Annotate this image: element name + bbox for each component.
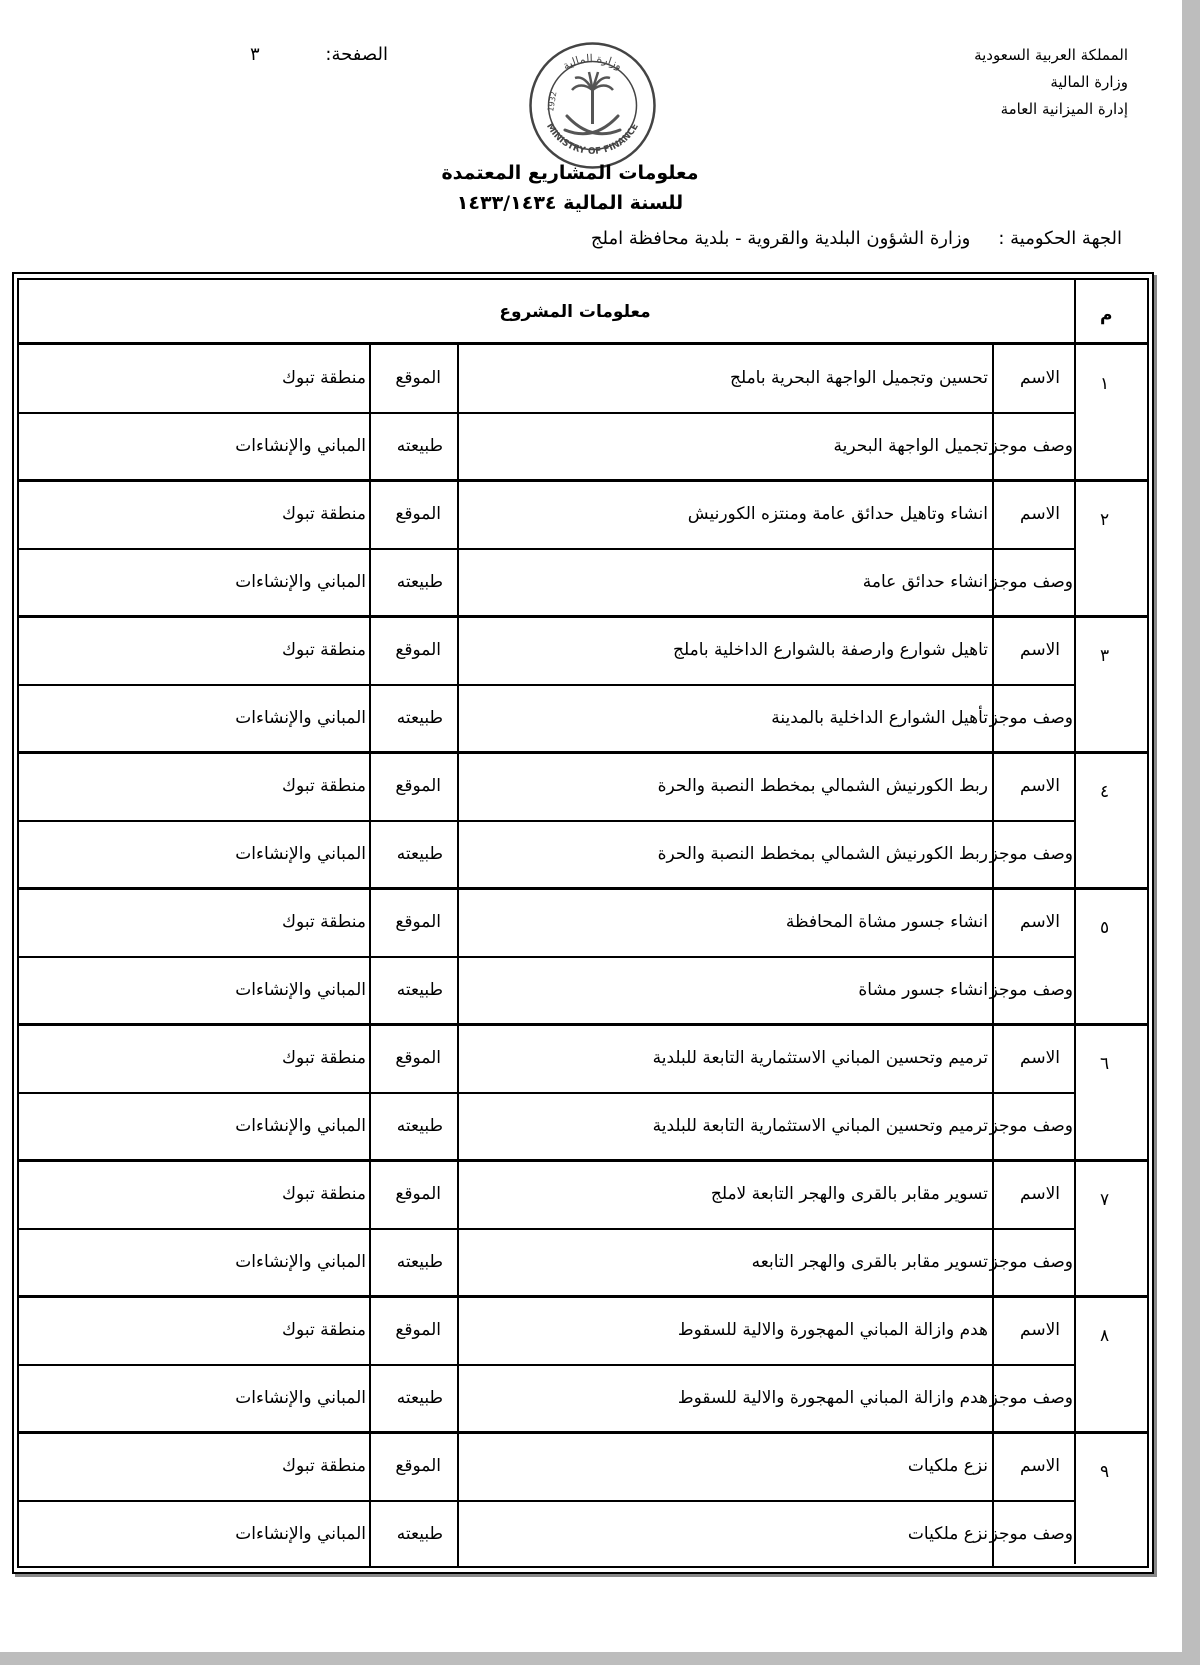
sub-row-separator bbox=[17, 820, 1074, 822]
project-name: تحسين وتجميل الواجهة البحرية باملج bbox=[729, 368, 988, 388]
project-description: تسوير مقابر بالقرى والهجر التابعه bbox=[751, 1252, 988, 1272]
document-subtitle: للسنة المالية ١٤٣٣/١٤٣٤ bbox=[456, 192, 684, 214]
label-name: الاسم bbox=[1020, 776, 1060, 796]
project-type: المباني والإنشاءات bbox=[235, 844, 366, 864]
label-description: وصف موجز bbox=[989, 436, 1073, 456]
project-name: تسوير مقابر بالقرى والهجر التابعة لاملج bbox=[710, 1184, 988, 1204]
row-index: ٥ bbox=[1100, 918, 1110, 938]
label-description: وصف موجز bbox=[989, 1524, 1073, 1544]
row-index: ٦ bbox=[1100, 1054, 1110, 1074]
name-column-divider bbox=[457, 1024, 459, 1160]
name-column-divider bbox=[457, 1296, 459, 1432]
location-label-divider bbox=[369, 1296, 371, 1432]
project-description: تأهيل الشوارع الداخلية بالمدينة bbox=[771, 708, 988, 728]
label-type: طبيعته bbox=[396, 844, 443, 864]
label-location: الموقع bbox=[395, 1184, 441, 1204]
index-column-divider bbox=[1074, 278, 1076, 1564]
project-description: نزع ملكيات bbox=[907, 1524, 988, 1544]
seal-year: 1932 bbox=[546, 90, 559, 113]
label-column-divider bbox=[992, 888, 994, 1024]
page-edge-bottom bbox=[0, 1652, 1200, 1665]
project-description: تجميل الواجهة البحرية bbox=[833, 436, 988, 456]
location-label-divider bbox=[369, 616, 371, 752]
page-number-block bbox=[250, 44, 388, 65]
label-location: الموقع bbox=[395, 1048, 441, 1068]
column-header-project-info: معلومات المشروع bbox=[499, 302, 651, 322]
label-location: الموقع bbox=[395, 504, 441, 524]
label-column-divider bbox=[992, 1160, 994, 1296]
project-type: المباني والإنشاءات bbox=[235, 1252, 366, 1272]
row-separator bbox=[17, 887, 1147, 890]
location-label-divider bbox=[369, 752, 371, 888]
name-column-divider bbox=[457, 344, 459, 480]
row-index: ٢ bbox=[1100, 510, 1110, 530]
project-type: المباني والإنشاءات bbox=[235, 980, 366, 1000]
project-name: انشاء جسور مشاة المحافظة bbox=[785, 912, 988, 932]
label-description: وصف موجز bbox=[989, 708, 1073, 728]
sub-row-separator bbox=[17, 956, 1074, 958]
project-location: منطقة تبوك bbox=[282, 504, 366, 524]
project-location: منطقة تبوك bbox=[282, 1320, 366, 1340]
project-location: منطقة تبوك bbox=[282, 1048, 366, 1068]
label-name: الاسم bbox=[1020, 504, 1060, 524]
project-location: منطقة تبوك bbox=[282, 776, 366, 796]
palm-tree-icon bbox=[572, 72, 613, 124]
name-column-divider bbox=[457, 1432, 459, 1568]
label-location: الموقع bbox=[395, 1320, 441, 1340]
ministry-line: المملكة العربية السعودية bbox=[974, 46, 1128, 64]
ministry-block bbox=[974, 42, 1128, 123]
sub-row-separator bbox=[17, 412, 1074, 414]
government-entity bbox=[591, 228, 1122, 249]
ministry-line: وزارة المالية bbox=[1050, 73, 1128, 91]
label-location: الموقع bbox=[395, 776, 441, 796]
label-column-divider bbox=[992, 1024, 994, 1160]
row-separator bbox=[17, 1295, 1147, 1298]
location-label-divider bbox=[369, 344, 371, 480]
label-column-divider bbox=[992, 616, 994, 752]
project-location: منطقة تبوك bbox=[282, 640, 366, 660]
project-name: ربط الكورنيش الشمالي بمخطط النصبة والحرة bbox=[657, 776, 988, 796]
project-description: ترميم وتحسين المباني الاستثمارية التابعة للبلدية bbox=[652, 1116, 988, 1136]
label-name: الاسم bbox=[1020, 1184, 1060, 1204]
sub-row-separator bbox=[17, 1500, 1074, 1502]
label-column-divider bbox=[992, 752, 994, 888]
name-column-divider bbox=[457, 752, 459, 888]
project-name: تاهيل شوارع وارصفة بالشوارع الداخلية باملج bbox=[673, 640, 988, 660]
label-description: وصف موجز bbox=[989, 1252, 1073, 1272]
project-description: ربط الكورنيش الشمالي بمخطط النصبة والحرة bbox=[657, 844, 988, 864]
page-number: ٣ bbox=[250, 44, 260, 65]
ministry-seal-logo bbox=[525, 38, 660, 173]
label-description: وصف موجز bbox=[989, 572, 1073, 592]
label-location: الموقع bbox=[395, 912, 441, 932]
label-location: الموقع bbox=[395, 1456, 441, 1476]
project-description: انشاء حدائق عامة bbox=[862, 572, 988, 592]
label-type: طبيعته bbox=[396, 572, 443, 592]
svg-text:MINISTRY OF FINANCE bbox=[544, 122, 641, 157]
label-name: الاسم bbox=[1020, 1048, 1060, 1068]
sub-row-separator bbox=[17, 684, 1074, 686]
row-separator bbox=[17, 479, 1147, 482]
project-type: المباني والإنشاءات bbox=[235, 436, 366, 456]
project-location: منطقة تبوك bbox=[282, 1456, 366, 1476]
label-type: طبيعته bbox=[396, 1252, 443, 1272]
document-title-block bbox=[420, 158, 720, 218]
name-column-divider bbox=[457, 616, 459, 752]
name-column-divider bbox=[457, 1160, 459, 1296]
location-label-divider bbox=[369, 1432, 371, 1568]
page-edge-right bbox=[1182, 0, 1200, 1665]
label-name: الاسم bbox=[1020, 368, 1060, 388]
label-type: طبيعته bbox=[396, 980, 443, 1000]
ministry-line: إدارة الميزانية العامة bbox=[1000, 100, 1128, 118]
project-type: المباني والإنشاءات bbox=[235, 1116, 366, 1136]
sub-row-separator bbox=[17, 1092, 1074, 1094]
project-type: المباني والإنشاءات bbox=[235, 1524, 366, 1544]
entity-value: وزارة الشؤون البلدية والقروية - بلدية محافظة املج bbox=[590, 228, 971, 249]
sub-row-separator bbox=[17, 1228, 1074, 1230]
row-separator bbox=[17, 751, 1147, 754]
sub-row-separator bbox=[17, 548, 1074, 550]
label-name: الاسم bbox=[1020, 912, 1060, 932]
row-index: ٨ bbox=[1100, 1326, 1110, 1346]
project-location: منطقة تبوك bbox=[282, 912, 366, 932]
location-label-divider bbox=[369, 1160, 371, 1296]
seal-text-top: وزارة المالية bbox=[560, 52, 625, 73]
label-type: طبيعته bbox=[396, 708, 443, 728]
project-location: منطقة تبوك bbox=[282, 1184, 366, 1204]
label-column-divider bbox=[992, 480, 994, 616]
column-header-index: م bbox=[1100, 305, 1113, 325]
project-name: ترميم وتحسين المباني الاستثمارية التابعة للبلدية bbox=[652, 1048, 988, 1068]
label-name: الاسم bbox=[1020, 1320, 1060, 1340]
project-type: المباني والإنشاءات bbox=[235, 572, 366, 592]
project-name: انشاء وتاهيل حدائق عامة ومنتزه الكورنيش bbox=[687, 504, 988, 524]
project-description: هدم وازالة المباني المهجورة والالية للسقوط bbox=[677, 1388, 988, 1408]
label-name: الاسم bbox=[1020, 1456, 1060, 1476]
table-header-separator bbox=[17, 342, 1147, 345]
name-column-divider bbox=[457, 480, 459, 616]
label-description: وصف موجز bbox=[989, 1116, 1073, 1136]
svg-text:وزارة المالية bbox=[561, 52, 625, 72]
project-type: المباني والإنشاءات bbox=[235, 708, 366, 728]
project-name: نزع ملكيات bbox=[907, 1456, 988, 1476]
entity-label: الجهة الحكومية : bbox=[998, 228, 1122, 249]
label-type: طبيعته bbox=[396, 1388, 443, 1408]
row-index: ٤ bbox=[1100, 782, 1110, 802]
label-column-divider bbox=[992, 1432, 994, 1568]
label-location: الموقع bbox=[395, 368, 441, 388]
row-separator bbox=[17, 1431, 1147, 1434]
page-label: الصفحة: bbox=[325, 44, 388, 65]
row-separator bbox=[17, 615, 1147, 618]
label-column-divider bbox=[992, 1296, 994, 1432]
name-column-divider bbox=[457, 888, 459, 1024]
project-type: المباني والإنشاءات bbox=[235, 1388, 366, 1408]
label-description: وصف موجز bbox=[989, 980, 1073, 1000]
label-type: طبيعته bbox=[396, 1524, 443, 1544]
label-column-divider bbox=[992, 344, 994, 480]
project-description: انشاء جسور مشاة bbox=[858, 980, 988, 1000]
label-type: طبيعته bbox=[396, 436, 443, 456]
label-location: الموقع bbox=[395, 640, 441, 660]
sub-row-separator bbox=[17, 1364, 1074, 1366]
location-label-divider bbox=[369, 1024, 371, 1160]
location-label-divider bbox=[369, 888, 371, 1024]
location-label-divider bbox=[369, 480, 371, 616]
label-description: وصف موجز bbox=[989, 1388, 1073, 1408]
row-separator bbox=[17, 1159, 1147, 1162]
label-type: طبيعته bbox=[396, 1116, 443, 1136]
project-name: هدم وازالة المباني المهجورة والالية للسقوط bbox=[677, 1320, 988, 1340]
seal-text-bottom: MINISTRY OF FINANCE bbox=[544, 121, 641, 157]
label-name: الاسم bbox=[1020, 640, 1060, 660]
row-index: ٣ bbox=[1100, 646, 1110, 666]
row-index: ٧ bbox=[1100, 1190, 1110, 1210]
project-location: منطقة تبوك bbox=[282, 368, 366, 388]
row-index: ١ bbox=[1100, 374, 1110, 394]
document-title: معلومات المشاريع المعتمدة bbox=[441, 162, 699, 184]
row-separator bbox=[17, 1023, 1147, 1026]
row-index: ٩ bbox=[1100, 1462, 1110, 1482]
label-description: وصف موجز bbox=[989, 844, 1073, 864]
